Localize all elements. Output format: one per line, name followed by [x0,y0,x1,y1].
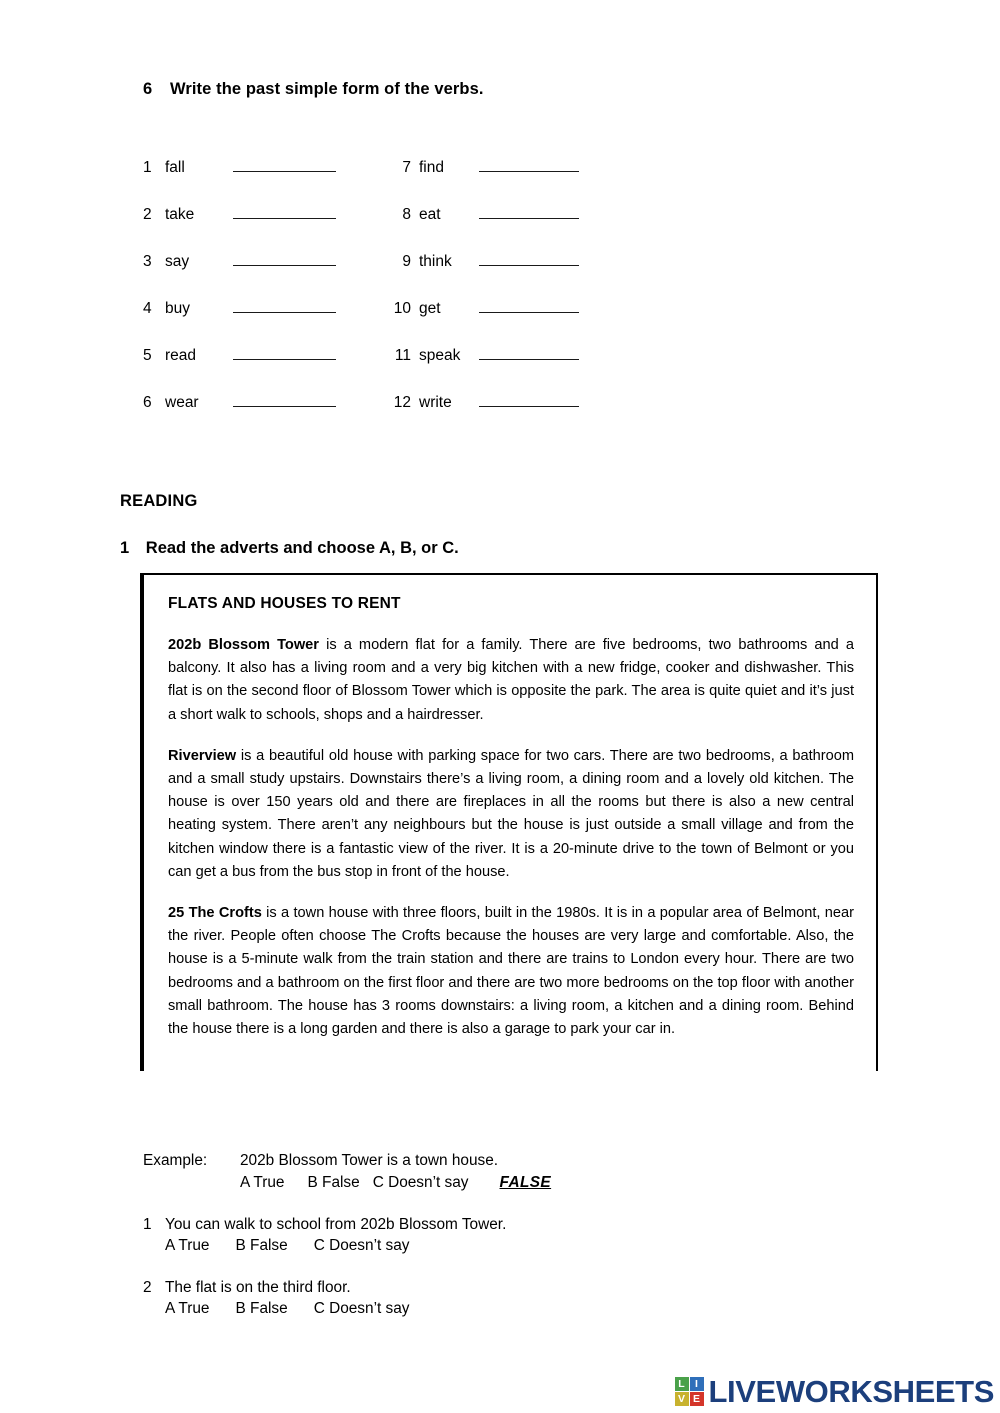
verb-answer-blank-7[interactable] [479,158,579,172]
example-option-a[interactable]: A True [240,1174,285,1191]
reading-questions [143,1152,783,1318]
verb-word: eat [419,206,441,223]
exercise-6-number: 6 [143,80,153,98]
example-answer: FALSE [499,1174,552,1191]
question-2-options [165,1300,783,1318]
verb-item-11 [383,346,603,365]
verb-item-2 [143,205,383,224]
verb-item-7 [383,158,603,177]
question-2-stem: The flat is on the third floor. [165,1279,351,1296]
reading-section-title: READING [120,492,198,510]
verb-answer-blank-6[interactable] [233,393,336,407]
verb-number: 2 [143,206,152,223]
question-2 [143,1279,783,1318]
example-option-c[interactable]: C Doesn’t say [372,1174,469,1191]
verb-number: 7 [402,159,411,176]
verb-answer-blank-12[interactable] [479,393,579,407]
verb-answer-blank-2[interactable] [233,205,336,219]
verb-row [143,393,603,440]
question-1-option-a[interactable]: A True [165,1237,210,1254]
verb-number: 10 [393,300,411,317]
verb-number: 1 [143,159,152,176]
verb-answer-blank-10[interactable] [479,299,579,313]
verb-word: get [419,300,441,317]
verb-number: 4 [143,300,152,317]
verb-item-4 [143,299,383,318]
question-1-options [165,1237,783,1255]
verb-row [143,252,603,299]
question-number: 2 [143,1279,152,1296]
question-number: 1 [143,1216,152,1233]
liveworksheets-wordmark: LIVEWORKSHEETS [708,1374,994,1409]
advert-text-riverview: is a beautiful old house with parking space for two cars. There are two bedrooms, a bathroom and a small study upstairs. Downstairs there’s a living room, a dining room and a lovely old kitchen. The house is over 150 years old and there are fireplaces in all the rooms but there is also a new central heating system. There aren’t any neighbours but the house is just outside a small village and from the kitchen window there is a fantastic view of the river. It is a 20-minute drive to the town of Belmont or you can get a bus from the bus stop in front of the house. [168,747,854,880]
verb-item-5 [143,346,383,365]
verb-answer-blank-8[interactable] [479,205,579,219]
reading-task-heading [120,539,459,558]
verb-answer-blank-1[interactable] [233,158,336,172]
advert-text-blossom-tower: is a modern flat for a family. There are five bedrooms, two bathrooms and a balcony. It also has a living room and a very big kitchen with a new fridge, cooker and dishwasher. This flat is on the second floor of Blossom Tower which is opposite the park. The area is quite quiet and it’s just a short walk to schools, shops and a hairdresser. [168,637,854,723]
advert-lead-riverview: Riverview [168,747,237,764]
verb-word: write [419,394,452,411]
verb-row [143,299,603,346]
verb-number: 5 [143,347,152,364]
liveworksheets-logo-tiles [675,1377,704,1406]
liveworksheets-logo[interactable] [675,1376,994,1407]
verb-word: say [165,253,190,270]
question-2-option-a[interactable]: A True [165,1300,210,1317]
logo-tile-v: V [675,1392,689,1406]
question-1-option-c[interactable]: C Doesn’t say [313,1237,410,1254]
verb-number: 9 [402,253,411,270]
logo-tile-i: I [690,1377,704,1391]
verb-word: read [165,347,197,364]
verb-answer-blank-3[interactable] [233,252,336,266]
verb-item-12 [383,393,603,412]
example-body [240,1152,783,1192]
verb-item-10 [383,299,603,318]
verb-number: 3 [143,253,152,270]
question-body [165,1279,783,1318]
reading-task-instruction: Read the adverts and choose A, B, or C. [145,539,459,557]
advert-box-title: FLATS AND HOUSES TO RENT [168,595,401,612]
advert-paragraph-blossom-tower [168,634,854,727]
verb-list [143,158,603,440]
example-options [240,1174,783,1192]
verb-number: 8 [402,206,411,223]
question-body [165,1216,783,1255]
exercise-6-heading [143,80,484,99]
advert-lead-the-crofts: 25 The Crofts [168,905,262,922]
verb-answer-blank-4[interactable] [233,299,336,313]
verb-item-1 [143,158,383,177]
logo-tile-e: E [690,1392,704,1406]
verb-answer-blank-5[interactable] [233,346,336,360]
advert-paragraph-riverview [168,745,854,884]
verb-word: wear [165,394,199,411]
verb-row [143,205,603,252]
verb-word: think [419,253,452,270]
verb-word: buy [165,300,190,317]
verb-row [143,158,603,205]
verb-answer-blank-11[interactable] [479,346,579,360]
verb-item-6 [143,393,383,412]
verb-number: 11 [394,347,411,364]
verb-word: find [419,159,444,176]
verb-item-3 [143,252,383,271]
question-1-option-b[interactable]: B False [235,1237,288,1254]
verb-word: take [165,206,195,223]
exercise-6-instruction: Write the past simple form of the verbs. [169,80,484,98]
advert-box [140,573,878,1071]
advert-paragraph-the-crofts [168,902,854,1041]
logo-tile-l: L [675,1377,689,1391]
example-stem: 202b Blossom Tower is a town house. [240,1152,499,1169]
example-question [143,1152,783,1192]
reading-task-number: 1 [120,539,130,557]
question-2-option-b[interactable]: B False [235,1300,288,1317]
verb-item-8 [383,205,603,224]
question-2-option-c[interactable]: C Doesn’t say [313,1300,410,1317]
advert-text-the-crofts: is a town house with three floors, built in the 1980s. It is in a popular area of Belmont, near the river. People often choose The Crofts because the houses are very large and comfortable. Also, the house is a 5-minute walk from the train station and there are trains to London every hour. There are two bedrooms and a bathroom on the first floor and there are two more bedrooms on the top floor with another small bathroom. The house has 3 rooms downstairs: a living room, a kitchen and a dining room. Behind the house there is a long garden and there is also a garage to park your car in. [168,905,854,1038]
verb-item-9 [383,252,603,271]
verb-word: fall [165,159,185,176]
verb-word: speak [419,347,461,364]
example-label: Example: [143,1152,208,1169]
verb-row [143,346,603,393]
example-option-b[interactable]: B False [307,1174,360,1191]
verb-number: 6 [143,394,152,411]
question-1-stem: You can walk to school from 202b Blossom Tower. [165,1216,507,1233]
advert-lead-blossom-tower: 202b Blossom Tower [168,637,319,653]
verb-answer-blank-9[interactable] [479,252,579,266]
question-1 [143,1216,783,1255]
verb-number: 12 [393,394,411,411]
